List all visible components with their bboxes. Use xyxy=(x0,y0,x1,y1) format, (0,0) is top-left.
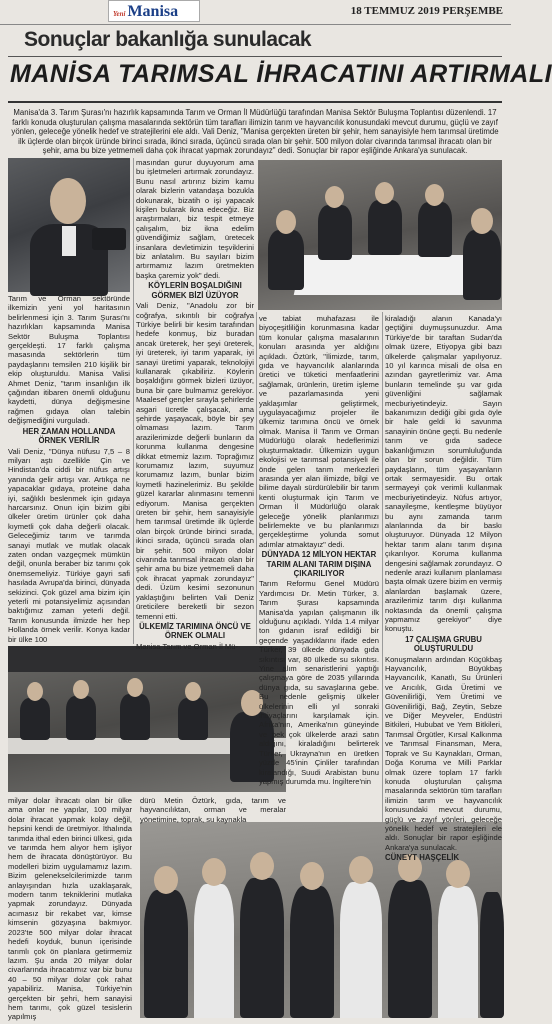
lead-paragraph: Manisa'da 3. Tarım Şurası'nı hazırlık kapsamında Tarım ve Orman İl Müdürlüğü tarafından Manisa Sektör Buluşma Toplantısı düzenlendi. 17 farklı konuda oluşturulan çalışma masalarında sektörün tüm tarafları ilimizin tarım ve hayvancılık konusundaki mevcut durumu, güçlü ve zayıf yönlen, geleceğe yönelik hedef ve stratejilerini ele aldı. Vali Deniz, "Manisa gerçekten üreten bir şehir, hem sanayisiyle hem tarımsal üretimde ilk üçlerde olan birçok üründe birinci sırada, ikinci sırada, üçüncü sırada olan bir şehir. 500 milyon dolar civarında tarımsal ihracatı olan bir şehir, ama bu bize yetmemeli daha çok ihracat yapmak zorundayız" dedi. Sonuçlar bir rapor eşliğinde Ankara'ya sunulacak. xyxy=(11,108,499,156)
photo-meeting-table xyxy=(258,160,502,310)
newspaper-logo xyxy=(108,0,200,22)
col3-paragraph-1: ve tabiat muhafazası ile biyoçeşitliliğin korunmasına kadar tüm konular çalışma masalarının konuları arasında yer aldığını açıkladı. Öztürk, "İlimizde, tarım, gıda ve hayvancılık alanlarında üretici ve tüketici menfaatlerini sağlamak, ürünlerin, üretim işleme ve pazarlamasında yeni yaklaşımlar geliştirmek, uygulayacağımız projeler ile ülkemiz tarımına öncü ve örnek olmak. Manisa İl Tarım ve Orman Müdürlüğü olarak hedeflerimizi oluşturmaktadır. Ülkemizin uygun ekolojisi ve tarımsal potansiyeli ile önde gelen tarım merkezleri arasında yer alan ilimizde, bilgi ve bilime dayalı sürdürülebilir bir tarım kenti oluşturmak için Tarım ve Orman İl Müdürlüğü olarak geleceğe yönelik planlarımızı belirlemekte ve bu planlarımızı gerçekleştirme yolunda somut adımlar atmaktayız" dedi. xyxy=(259,314,379,549)
col3-subheading: DÜNYADA 12 MİLYON HEKTAR TARIM ALANI TARIM DIŞINA ÇIKARILIYOR xyxy=(261,550,377,578)
col4-subheading: 17 ÇALIŞMA GRUBU OLUŞTURULDU xyxy=(405,634,482,654)
column-divider xyxy=(256,312,257,644)
article-column-2-bottom xyxy=(140,796,286,824)
issue-date: 18 TEMMUZ 2019 PERŞEMBE xyxy=(350,5,503,17)
logo-prefix: Yeni xyxy=(113,10,126,18)
column-divider xyxy=(133,158,134,644)
article-column-4 xyxy=(385,314,502,864)
article-column-1 xyxy=(8,294,130,644)
col1-subheading: HER ZAMAN HOLLANDA ÖRNEK VERİLİR xyxy=(22,426,116,446)
col1-paragraph-1: Tarım ve Orman sektöründe ilkemizin yeni yol haritasının belirlenmesi için 3. Tarım Şurası'nı hazırlıkları kapsamında Manisa Sektör Buluşma Toplantısı gerçekleşti. 17 farklı çalışma masasında sektörlerin tüm paydaşlarını temsilen 210 kişilik bir ekip oluşturuldu. Manisa Valisi Ahmet Deniz, "tarım insanlığın ilk çağından itibaren önemli olduğunu kaydetti, dünya değişmesine rağmen gıdaya olan talebin değişmediğini vurguladı. xyxy=(8,294,130,426)
col2-subheading-1: KÖYLERİN BOŞALDIĞINI GÖRMEK BİZİ ÜZÜYOR xyxy=(148,281,242,300)
author-byline: CÜNEYT HAŞÇELİK xyxy=(385,853,460,863)
photo-panel-speakers xyxy=(8,646,286,792)
col4-paragraph-2: Konuşmaların ardından Küçükbaş Hayvancılık, Büyükbaş Hayvancılık, Kanatlı, Su Ürünleri ve Arıcılık, Gıda Üretimi ve Güvenilirliği, Yem Üretimi ve Güvenilirliği, Bağ, Zeytin, Sebze ve Diğer Meyveler, Endüstri Bitkileri, Hububat ve Yem Bitkileri, Tarımsal Örgütler, Kırsal Kalkınma ve Tarımsal Finansman, Mera, Toprak ve Su Kaynakları, Orman, Doğa Koruma ve Milli Parklar olmak üzere toplam 17 farklı konuda oluşturulan çalışma masalarında sektörün tüm tarafları ilimizin tarım ve hayvancılık konusundaki mevcut durumu, güçlü ve zayıf yönleri, geleceğe yönelik hedef ve stratejileri ele aldı. Sonuçlar bir rapor eşliğinde Ankara'ya sunulacak. xyxy=(385,654,502,852)
col2-paragraph-1: masından gurur duyuyorum ama bu işletmeleri artırmak zorundayız. Bunu nasıl artırırız bizim kamu olarak bizlerin vatandaşa bozukla dokunarak, bizatih o işi yapacak kişilen bularak ikna edeceğiz. Biz araştırmaları, biz tespit etmeye çalışalım, biz ikna edelim güvendiğimiz sağlam, üretecek insanlara devletimizin teşviklerini biz anlatalım. Bu sayıları bizim artırmamız lazım üretmekten başka çaremiz yok" dedi. xyxy=(136,158,254,280)
col2-subheading-2: ÜLKEMİZ TARIMINA ÖNCÜ VE ÖRNEK OLMALI xyxy=(139,621,251,641)
col3-paragraph-2: Tarım Reformu Genel Müdürü Yardımcısı Dr. Metin Türker, 3. Tarım Şurası kapsamında Manisa'da yapılan çalışmanın ilk olduğunu açıkladı. Yılda 1.4 milyar ton gıdanın israf edildiği bir geçende yaşadıklarını ifade eden Türker, 39 ülkede dünyada gıda sıkıntısı var, 80 ülkede su sıkıntısı. Yine alım senaristlerini yaptığı çalışmaya göre de 2035 yıllarında dünya gıda, su savaşlarına gebe. Bu nedenle gelişmiş ülkeler ülkelerinin elli yıl sonraki ihtiyaçlarını karşılamak için. Afrika'nın, Amerika'nın güneyinde ve pek çok ülkelerde arazi satın aldığını, kiraladığını belirterek Türker, Ukrayna'nın en üretken yüzde 45'inin Çinliler tarafından kiralandığı, Suudi Arabistan bunu yapmış durumda mu. İngiltere'nin xyxy=(259,579,379,786)
col2-paragraph-2: Vali Deniz, "Anadolu zor bir coğrafya, sıkıntılı bir coğrafya Türkiye belirli bir kesim tarafından hedefe konmuş, biz buradan ancak üreterek, her şeyi üreterek, iyi üreterek, iyi tarım yaparak, iyi sanayi üretimi yaparak, teknolojiyi kullanarak çıkabiliriz. Köylerin boşaldığını görmek bizleri üzüyor, buna bir çare bulmamız gerekiyor. Maalesef gençler sırayla şehirlerde asgari ücretle çalışacak, ama şehirde yaşayacak, böyle bir şey olmaması lazım. Tarım arazilerimizde değerli bunların da korunma kullanma dengesine dikkat etmemiz lazım. Toprağımız korumamız lazım, suyumuz korumamız lazım, bunlar bizim kıymetli hazinelerimiz. Bu şekilde güzel kararlar alınmasını temenni ediyorum. Manisa gerçekten üreten bir şehir, hem sanayisiyle hem tarımsal üretimde ilk üçlerde olan birçok üründe birinci sırada, ikinci sırada, üçüncü sırada olan bir şehir. 500 milyon dolar civarında tarımsal ihracatı olan bir şehir ama bu bize yetmemeli daha çok ihracat yapmak zorundayız" dedi. Üzüm kesimi sezonunun yaklaştığını belirten Vali Deniz üreticilere bereketli bir sezon temenni etti. xyxy=(136,301,254,621)
col1-paragraph-3: milyar dolar ihracatı olan bir ülke ama onlar ne yapılar, 100 milyar dolar ihracat yapmak kolay değil, hepsini kendi de üretmiyor. İthalında tarımda ithal eden birinci ülkesi, gıda ve tarımda hem alıyor hem işliyor hem de ihracata dönüştürüyor. Bu modelleri bizim uygulamamız lazım. Bizim gelenekselcilerimizde tarım anlayışından hızla uzaklaşarak, modern tarım tekniklerini mutlaka yapmak zorundayız. Dünyada acımasız bir rekabet var, kimse kimsenin gözyaşına bakmıyor. 2023'te 500 milyar dolar ihracat hedefi koyduk, bunun içerisinde tarımlı çok ön planlara getirmemiz lazım. Şu anda 20 milyar dolar civarlarında ihracatımız var biz bunu 40 – 50 milyar dolar çok rahat yapabiliriz. Manisa, Türkiye'nin gerçekten bir şehri, hem sanayisi hem tarımı, çok güzel tesislerin yapılmış xyxy=(8,796,132,1022)
photo-governor-portrait xyxy=(8,158,130,292)
column-divider xyxy=(382,312,383,822)
title-rule xyxy=(8,101,502,103)
article-column-1-bottom xyxy=(8,796,132,1022)
headline-title: MANİSA TARIMSAL İHRACATINI ARTIRMALI xyxy=(10,60,552,88)
article-column-3 xyxy=(259,314,379,786)
article-column-2 xyxy=(136,158,254,651)
col2-paragraph-3: Manisa Tarım ve Orman İl Mü- xyxy=(136,641,238,651)
col4-paragraph-1: kiraladığı alanın Kanada'yı geçtiğini duymuşsunuzdur. Ama Türkiye'de bir taraftan Sudan'da olmak üzere, Etiyopya gibi bazı ülkelerde çalışmalar yapılıyoruz. 10 yıl karınca misali de olsa en azından gayretlerimiz var. Ama bunların temelinde şu var gıda güvenliğini sağlamak mecburiyetindeyiz. Sayın bakanımızın dediği gibi gıda öyle bir hale geldi ki savunma sanayinin önüne geçti. Bu nedenle tarım ve gıda sadece bakanlığımızın sorumluluğunda olan bir sorun değildir. Tüm paydaşların, tüm yaşayanların ortak sermayesidir. Bu ortak sermayeyi çok verimli kullanmak mecburiyetindeyiz. Nüfus artıyor, sanayileşme, kentleşme büyüyor bu aynı zamanda tarım alanlarında da bir baskı oluşturuyor. Dünyada 12 Milyon hektar tarım alanı tarım dışına çıkarılıyor. Koruma kullanma dengesini sağlamak zorundayız. O nedenle arazi kullanım planlaması başta olmak üzere bizim en vermiş alanlardan başlamak üzere, arazilerimiz tarım dışı kullanma noktasında da önemli çalışma yapmamız gerekiyor" diye konuştu. xyxy=(385,314,502,634)
logo-name: Manisa xyxy=(127,3,179,20)
headline-rule xyxy=(8,56,502,57)
headline-kicker: Sonuçlar bakanlığa sunulacak xyxy=(24,28,312,51)
col1-paragraph-2: Vali Deniz, "Dünya nüfusu 7,5 – 8 milyarı aştı özellikle Çin ve Hindistan'da ciddi bir nüfus artışı yanında gelir artışı var. Artıkça ne yapacaklar gıdaya, proteine daha iyi, sağlıklı beslenmek için gıdaya harcarsınız. Onun için bizim gibi ülkeler üretim ürünler çok daha kıymetli çok daha değerli olacak. Geleceğimiz tarım ve tarımda sanayi mutlak ve mutlak olacak zaten ondan vazgeçmek mümkün değil, onunla beraber biz tarımı çok önemsemeliyiz. Türkiye gayri safi hasılada Avrupa'da birinci, dünyada sekizinci. Çok güzel ama bizim için yeterli mi potansiyelimiz açısından baktığımız zaman yeterli değil. Tarım konusunda ilmizde her hep Hollanda örnek verilir. Konya kadar bir ülke 100 xyxy=(8,446,130,644)
col2-paragraph-4: dürü Metin Öztürk, gıda, tarım ve hayvancılıktan, orman ve meralar yönetimine, toprak, su kaynakla xyxy=(140,796,286,824)
